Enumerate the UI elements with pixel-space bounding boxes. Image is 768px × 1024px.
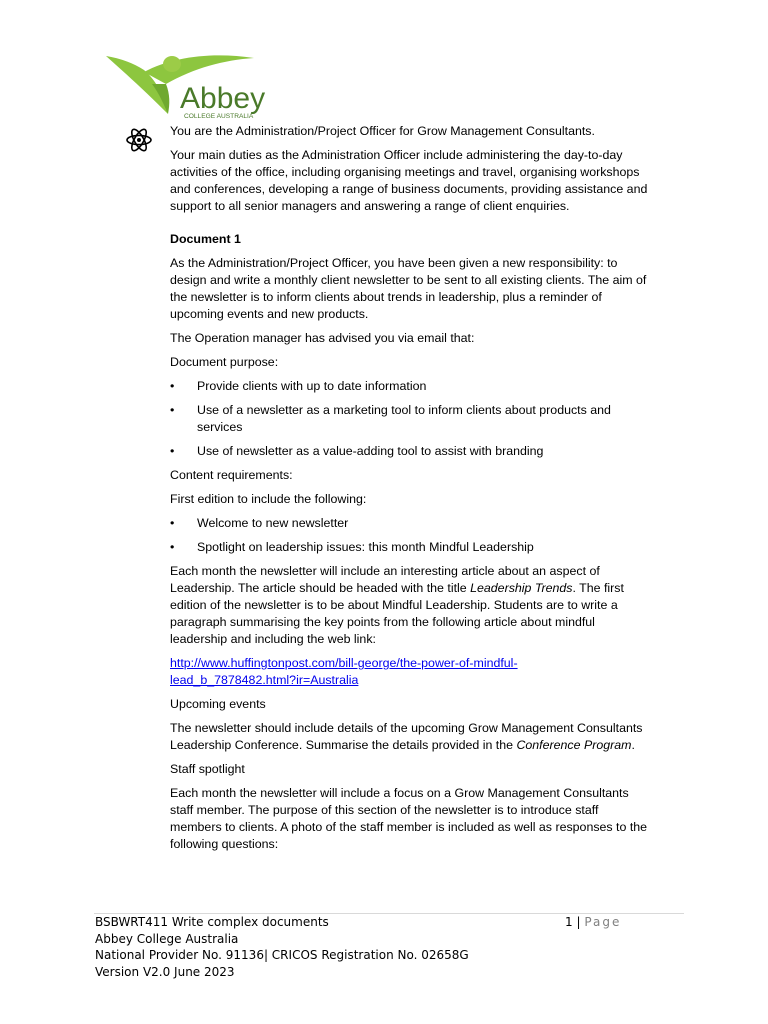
list-item: • Use of newsletter as a value-adding tool to assist with branding [170, 443, 650, 460]
article-link[interactable]: http://www.huffingtonpost.com/bill-george/the-power-of-mindful- lead_b_7878482.html?ir=Australia [170, 656, 518, 687]
list-item: • Spotlight on leadership issues: this month Mindful Leadership [170, 539, 650, 556]
staff-label: Staff spotlight [170, 762, 245, 776]
abbey-college-logo [104, 50, 284, 122]
edition-list [170, 515, 650, 556]
article-link-paragraph [170, 655, 650, 689]
article-title: Leadership Trends [470, 581, 573, 595]
staff-paragraph: Each month the newsletter will include a focus on a Grow Management Consultants staff member. The purpose of this section of the newsletter is to introduce staff members to clients. A photo of the staff member is included as well as responses to the following questions: [170, 786, 648, 851]
intro-paragraph: You are the Administration/Project Officer for Grow Management Consultants. [170, 124, 595, 138]
article-paragraph: Each month the newsletter will include an interesting article about an aspect of Leadership. The article should be headed with the title Leadership Trends. The first edition of the newsletter is to be about Mindful Leadership. Students are to write a paragraph summarising the key points from the following article about mindful leadership and including the web link: [170, 564, 624, 646]
list-item: • Welcome to new newsletter [170, 515, 650, 532]
footer-college: Abbey College Australia [95, 931, 239, 946]
events-paragraph: The newsletter should include details of the upcoming Grow Management Consultants Leadership Conference. Summarise the details provided in the Conference Program. [170, 721, 643, 752]
page-label: Page [584, 915, 622, 929]
content-label: Content requirements: [170, 468, 293, 482]
advised-paragraph: The Operation manager has advised you via email that: [170, 331, 475, 345]
footer-provider: National Provider No. 91136| CRICOS Registration No. 02658G [95, 948, 469, 962]
logo-subtitle: COLLEGE AUSTRALIA [184, 113, 254, 120]
responsibility-paragraph: As the Administration/Project Officer, you have been given a new responsibility: to design and write a monthly client newsletter to be sent to all existing clients. The aim of the newsletter is to inform clients about trends in leadership, plus a reminder of upcoming events and new products. [170, 256, 647, 321]
document-body [170, 123, 650, 860]
list-item: • Use of a newsletter as a marketing tool to inform clients about products and services [170, 402, 650, 436]
duties-paragraph: Your main duties as the Administration Officer include administering the day-to-day activities of the office, including organising meetings and travel, organising workshops and conferences, developing a range of business documents, providing assistance and support to all senior managers and answering a range of client enquiries. [170, 148, 648, 213]
first-edition-label: First edition to include the following: [170, 492, 367, 506]
list-item: • Provide clients with up to date information [170, 378, 650, 395]
document-heading: Document 1 [170, 232, 241, 246]
logo-wordmark: Abbey [180, 82, 266, 115]
page-number: 1 | Page [565, 915, 622, 929]
purpose-list [170, 378, 650, 460]
atom-icon [125, 126, 153, 154]
footer-unit: BSBWRT411 Write complex documents [95, 915, 329, 929]
events-label: Upcoming events [170, 697, 266, 711]
conference-program: Conference Program [516, 738, 632, 752]
purpose-label: Document purpose: [170, 355, 279, 369]
footer-version: Version V2.0 June 2023 [95, 964, 235, 979]
